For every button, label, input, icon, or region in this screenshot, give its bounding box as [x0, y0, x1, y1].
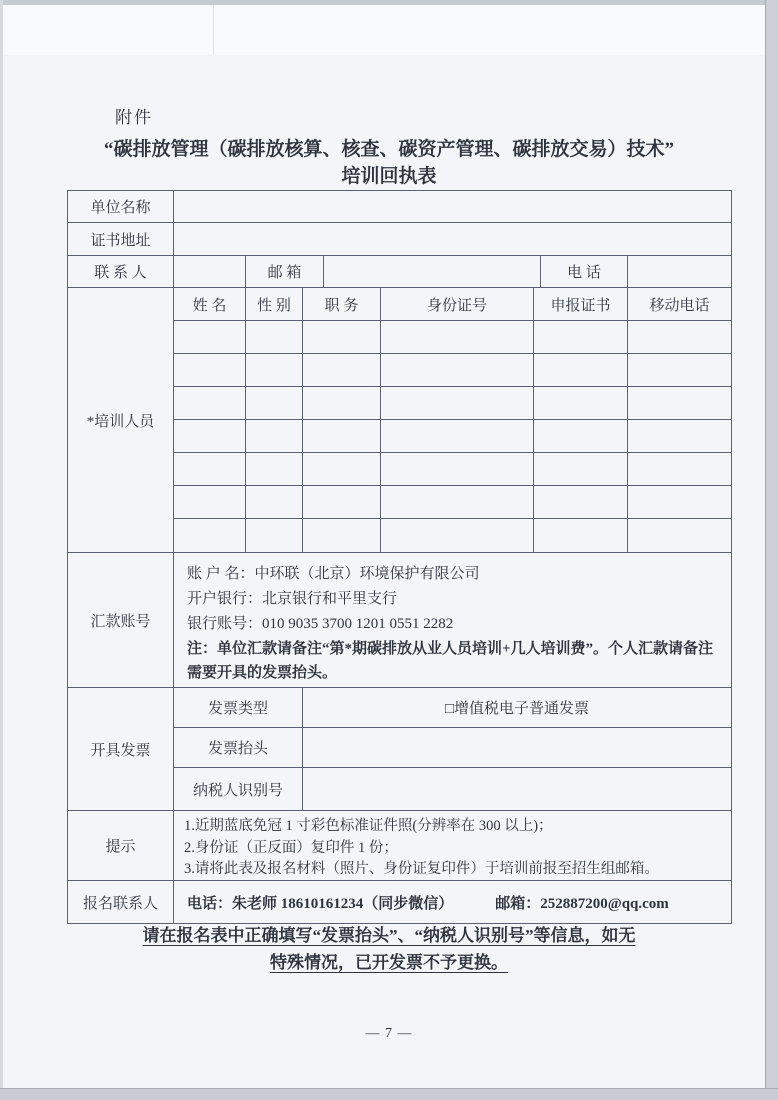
trainee-empty-cell	[246, 519, 303, 552]
unit-name-row	[68, 191, 731, 223]
trainee-empty-cell	[246, 387, 303, 419]
trainee-empty-cell	[303, 486, 381, 518]
cert-address-field	[174, 223, 731, 255]
document-title-line1: “碳排放管理（碳排放核算、核查、碳资产管理、碳排放交易）技术”	[103, 139, 674, 160]
trainee-empty-cell	[628, 486, 731, 518]
trainee-empty-row	[174, 420, 731, 453]
remittance-section-label: 汇款账号	[68, 553, 174, 687]
trainee-empty-cell	[534, 486, 628, 518]
email-label: 邮 箱	[246, 256, 324, 287]
tips-content	[174, 811, 667, 885]
trainee-empty-cell	[303, 387, 381, 419]
trainee-empty-cell	[303, 519, 381, 552]
registration-form-table	[67, 190, 732, 924]
trainee-empty-cell	[381, 420, 534, 452]
trainees-header-row	[174, 288, 731, 321]
registration-contact-email: 邮箱：252887200@qq.com	[495, 895, 669, 912]
email-field	[324, 256, 541, 287]
invoice-section-label: 开具发票	[68, 688, 174, 810]
trainee-empty-cell	[174, 321, 246, 353]
remittance-account-number: 银行账号：010 9035 3700 1201 0551 2282	[187, 616, 454, 632]
trainee-empty-cell	[303, 453, 381, 485]
tips-section-label: 提示	[68, 811, 174, 880]
trainee-empty-row	[174, 486, 731, 519]
trainee-empty-cell	[628, 387, 731, 419]
trainee-empty-row	[174, 354, 731, 387]
scan-edge-right	[765, 0, 778, 1100]
invoice-type-value: □增值税电子普通发票	[444, 701, 590, 717]
contact-name-field	[174, 256, 246, 287]
trainee-empty-cell	[534, 321, 628, 353]
trainee-empty-cell	[534, 519, 628, 552]
taxpayer-id-row	[174, 768, 731, 810]
invoice-type-row	[174, 688, 731, 728]
trainee-empty-cell	[628, 354, 731, 386]
trainee-rows	[174, 321, 731, 552]
trainee-empty-cell	[381, 321, 534, 353]
contact-row	[68, 256, 731, 288]
trainee-empty-cell	[534, 387, 628, 419]
remittance-account-name: 账 户 名：中环联（北京）环境保护有限公司	[187, 566, 480, 582]
remittance-bank: 开户银行：北京银行和平里支行	[187, 591, 398, 607]
invoice-title-row	[174, 728, 731, 768]
trainee-empty-cell	[628, 519, 731, 552]
registration-contact-content	[174, 881, 731, 923]
registration-contact-label: 报名联系人	[68, 881, 174, 923]
trainee-empty-cell	[246, 420, 303, 452]
phone-field	[628, 256, 731, 287]
trainee-empty-cell	[381, 519, 534, 552]
trainee-empty-cell	[534, 420, 628, 452]
trainees-grid	[174, 288, 731, 552]
trainee-empty-cell	[174, 387, 246, 419]
scan-artifact-band	[3, 5, 765, 55]
invoice-section	[68, 688, 731, 811]
col-header-gender: 性 别	[246, 288, 303, 320]
cert-address-row	[68, 223, 731, 256]
invoice-title-field	[303, 728, 731, 767]
remittance-section	[68, 553, 731, 688]
trainee-empty-cell	[628, 321, 731, 353]
registration-contact-phone: 电话：朱老师 18610161234（同步微信）	[187, 895, 454, 912]
taxpayer-id-field	[303, 768, 731, 810]
trainee-empty-cell	[303, 354, 381, 386]
invoice-rows	[174, 688, 731, 810]
document-title-line2: 培训回执表	[341, 166, 437, 187]
col-header-id-number: 身份证号	[381, 288, 534, 320]
taxpayer-id-label: 纳税人识别号	[174, 768, 303, 810]
unit-name-label: 单位名称	[68, 191, 174, 222]
invoice-warning-line2: 特殊情况，已开发票不予更换。	[270, 953, 508, 972]
trainee-empty-cell	[381, 453, 534, 485]
trainee-empty-cell	[534, 354, 628, 386]
trainee-empty-cell	[381, 354, 534, 386]
invoice-warning-line1: 请在报名表中正确填写“发票抬头”、“纳税人识别号”等信息，如无	[142, 926, 636, 945]
trainee-empty-cell	[174, 354, 246, 386]
document-title	[0, 136, 778, 190]
trainee-empty-cell	[246, 486, 303, 518]
trainee-empty-cell	[628, 420, 731, 452]
col-header-mobile: 移动电话	[649, 297, 710, 314]
unit-name-field	[174, 191, 731, 222]
registration-contact-row	[68, 881, 731, 923]
invoice-title-label: 发票抬头	[174, 728, 303, 767]
trainee-empty-row	[174, 321, 731, 354]
trainee-empty-cell	[174, 420, 246, 452]
tips-section	[68, 811, 731, 881]
tip-line: 2.身份证（正反面）复印件 1 份；	[184, 839, 398, 856]
page-number: — 7 —	[365, 1026, 413, 1041]
tips-content-cell	[174, 811, 731, 880]
trainee-empty-cell	[381, 387, 534, 419]
scan-edge-bottom	[0, 1088, 778, 1100]
trainee-empty-cell	[303, 321, 381, 353]
trainee-empty-row	[174, 387, 731, 420]
col-header-position: 职 务	[303, 288, 381, 320]
trainee-empty-cell	[246, 354, 303, 386]
trainee-empty-row	[174, 453, 731, 486]
trainee-empty-cell	[381, 486, 534, 518]
col-header-name: 姓 名	[174, 288, 246, 320]
trainee-empty-cell	[174, 453, 246, 485]
invoice-type-label: 发票类型	[174, 688, 303, 727]
remittance-note: 注：单位汇款请备注“第*期碳排放从业人员培训+几人培训费”。个人汇款请备注需要开具的发票抬头。	[187, 641, 714, 681]
trainee-empty-cell	[628, 453, 731, 485]
trainee-empty-cell	[534, 453, 628, 485]
trainees-section-label: *培训人员	[68, 288, 174, 552]
trainee-empty-cell	[174, 486, 246, 518]
scan-artifact-seam	[213, 5, 214, 55]
cert-address-label: 证书地址	[68, 223, 174, 255]
trainees-section	[68, 288, 731, 553]
trainee-empty-cell	[246, 321, 303, 353]
trainee-empty-row	[174, 519, 731, 552]
contact-label: 联 系 人	[68, 256, 174, 287]
tip-line: 1.近期蓝底免冠 1 寸彩色标准证件照(分辨率在 300 以上)；	[184, 818, 553, 834]
trainee-empty-cell	[303, 420, 381, 452]
phone-label: 电 话	[541, 256, 628, 287]
col-header-certificate: 申报证书	[534, 288, 628, 320]
invoice-warning-note	[0, 922, 778, 976]
remittance-content	[174, 553, 731, 687]
trainee-empty-cell	[174, 519, 246, 552]
tip-line: 3.请将此表及报名材料（照片、身份证复印件）于培训前报至招生组邮箱。	[184, 861, 659, 877]
attachment-label: 附件	[115, 108, 153, 127]
trainee-empty-cell	[246, 453, 303, 485]
